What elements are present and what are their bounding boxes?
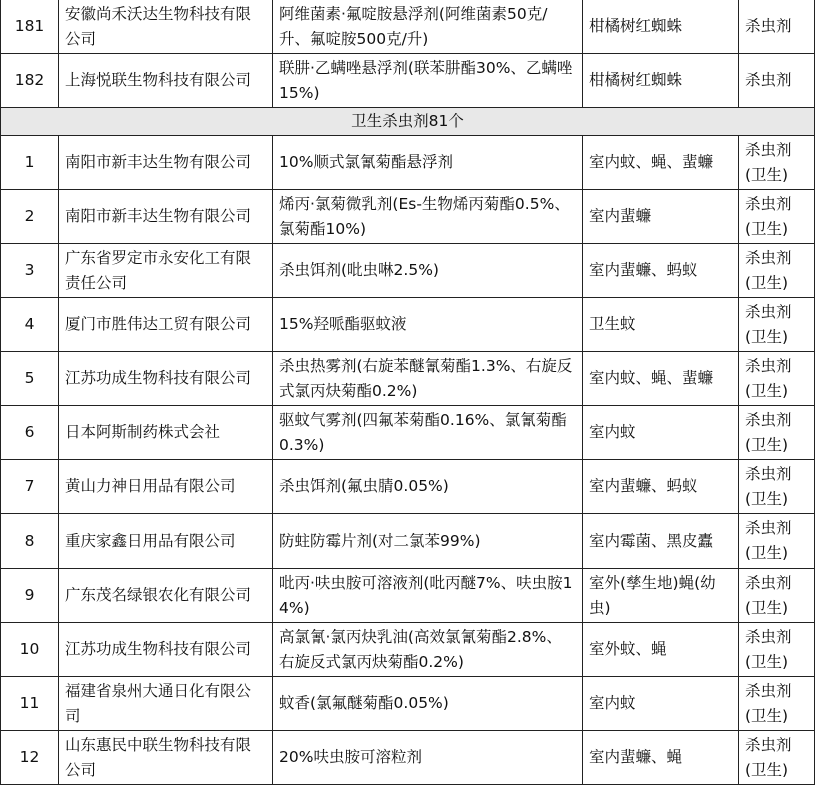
company-name: 上海悦联生物科技有限公司: [59, 54, 273, 108]
row-number: 12: [1, 731, 59, 785]
pesticide-type: 杀虫剂: [739, 54, 815, 108]
table-row: [1, 244, 815, 298]
target-pest: 室内霉菌、黑皮蠹: [583, 514, 739, 569]
company-name: 广东省罗定市永安化工有限责任公司: [59, 244, 273, 298]
product-name: 蚊香(氯氟醚菊酯0.05%): [273, 677, 583, 731]
company-name: 江苏功成生物科技有限公司: [59, 352, 273, 406]
company-name: 安徽尚禾沃达生物科技有限公司: [59, 0, 273, 54]
row-number: 2: [1, 190, 59, 244]
company-name: 南阳市新丰达生物有限公司: [59, 190, 273, 244]
pesticide-type: 杀虫剂(卫生): [739, 406, 815, 460]
table-row: [1, 677, 815, 731]
target-pest: 室外(孳生地)蝇(幼虫): [583, 569, 739, 623]
table-row: [1, 623, 815, 677]
target-pest: 室内蜚蠊、蝇: [583, 731, 739, 785]
table-row: [1, 136, 815, 190]
row-number: 11: [1, 677, 59, 731]
pesticide-type: 杀虫剂: [739, 0, 815, 54]
target-pest: 室内蚊: [583, 406, 739, 460]
product-name: 阿维菌素·氟啶胺悬浮剂(阿维菌素50克/升、氟啶胺500克/升): [273, 0, 583, 54]
table-row: [1, 298, 815, 352]
target-pest: 室内蜚蠊、蚂蚁: [583, 244, 739, 298]
table-row: [1, 406, 815, 460]
target-pest: 卫生蚊: [583, 298, 739, 352]
target-pest: 室内蜚蠊、蚂蚁: [583, 460, 739, 514]
table-row: [1, 190, 815, 244]
row-number: 1: [1, 136, 59, 190]
target-pest: 柑橘树红蜘蛛: [583, 0, 739, 54]
table-row: [1, 569, 815, 623]
pesticide-type: 杀虫剂(卫生): [739, 731, 815, 785]
row-number: 7: [1, 460, 59, 514]
pesticide-type: 杀虫剂(卫生): [739, 352, 815, 406]
company-name: 黄山力神日用品有限公司: [59, 460, 273, 514]
table-row: [1, 352, 815, 406]
pesticide-type: 杀虫剂(卫生): [739, 190, 815, 244]
pesticide-type: 杀虫剂(卫生): [739, 569, 815, 623]
row-number: 8: [1, 514, 59, 569]
target-pest: 室外蚊、蝇: [583, 623, 739, 677]
company-name: 南阳市新丰达生物有限公司: [59, 136, 273, 190]
product-name: 10%顺式氯氰菊酯悬浮剂: [273, 136, 583, 190]
pesticide-type: 杀虫剂(卫生): [739, 136, 815, 190]
table-row: [1, 731, 815, 785]
row-number: 4: [1, 298, 59, 352]
target-pest: 室内蜚蠊: [583, 190, 739, 244]
company-name: 广东茂名绿银农化有限公司: [59, 569, 273, 623]
row-number: 6: [1, 406, 59, 460]
target-pest: 室内蚊、蝇、蜚蠊: [583, 352, 739, 406]
target-pest: 室内蚊: [583, 677, 739, 731]
pesticide-type: 杀虫剂(卫生): [739, 298, 815, 352]
company-name: 日本阿斯制药株式会社: [59, 406, 273, 460]
pesticide-type: 杀虫剂(卫生): [739, 244, 815, 298]
company-name: 福建省泉州大通日化有限公司: [59, 677, 273, 731]
product-name: 杀虫饵剂(氟虫腈0.05%): [273, 460, 583, 514]
row-number: 182: [1, 54, 59, 108]
product-name: 15%羟哌酯驱蚊液: [273, 298, 583, 352]
row-number: 10: [1, 623, 59, 677]
product-name: 杀虫饵剂(吡虫啉2.5%): [273, 244, 583, 298]
table-row: [1, 0, 815, 54]
product-name: 高氯氰·氯丙炔乳油(高效氯氰菊酯2.8%、右旋反式氯丙炔菊酯0.2%): [273, 623, 583, 677]
target-pest: 柑橘树红蜘蛛: [583, 54, 739, 108]
table-body: [1, 0, 815, 785]
product-name: 烯丙·氯菊微乳剂(Es-生物烯丙菊酯0.5%、氯菊酯10%): [273, 190, 583, 244]
target-pest: 室内蚊、蝇、蜚蠊: [583, 136, 739, 190]
table-row: [1, 460, 815, 514]
section-header-row: [1, 108, 815, 136]
company-name: 江苏功成生物科技有限公司: [59, 623, 273, 677]
pesticide-type: 杀虫剂(卫生): [739, 677, 815, 731]
company-name: 重庆家鑫日用品有限公司: [59, 514, 273, 569]
row-number: 181: [1, 0, 59, 54]
product-name: 吡丙·呋虫胺可溶液剂(吡丙醚7%、呋虫胺14%): [273, 569, 583, 623]
row-number: 3: [1, 244, 59, 298]
pesticide-type: 杀虫剂(卫生): [739, 460, 815, 514]
table-row: [1, 54, 815, 108]
row-number: 9: [1, 569, 59, 623]
section-title: 卫生杀虫剂81个: [1, 108, 815, 136]
product-name: 杀虫热雾剂(右旋苯醚氰菊酯1.3%、右旋反式氯丙炔菊酯0.2%): [273, 352, 583, 406]
product-name: 防蛀防霉片剂(对二氯苯99%): [273, 514, 583, 569]
row-number: 5: [1, 352, 59, 406]
pesticide-type: 杀虫剂(卫生): [739, 623, 815, 677]
product-name: 驱蚊气雾剂(四氟苯菊酯0.16%、氯氰菊酯0.3%): [273, 406, 583, 460]
company-name: 厦门市胜伟达工贸有限公司: [59, 298, 273, 352]
product-name: 联肼·乙螨唑悬浮剂(联苯肼酯30%、乙螨唑15%): [273, 54, 583, 108]
product-name: 20%呋虫胺可溶粒剂: [273, 731, 583, 785]
company-name: 山东惠民中联生物科技有限公司: [59, 731, 273, 785]
table-row: [1, 514, 815, 569]
pesticide-type: 杀虫剂(卫生): [739, 514, 815, 569]
